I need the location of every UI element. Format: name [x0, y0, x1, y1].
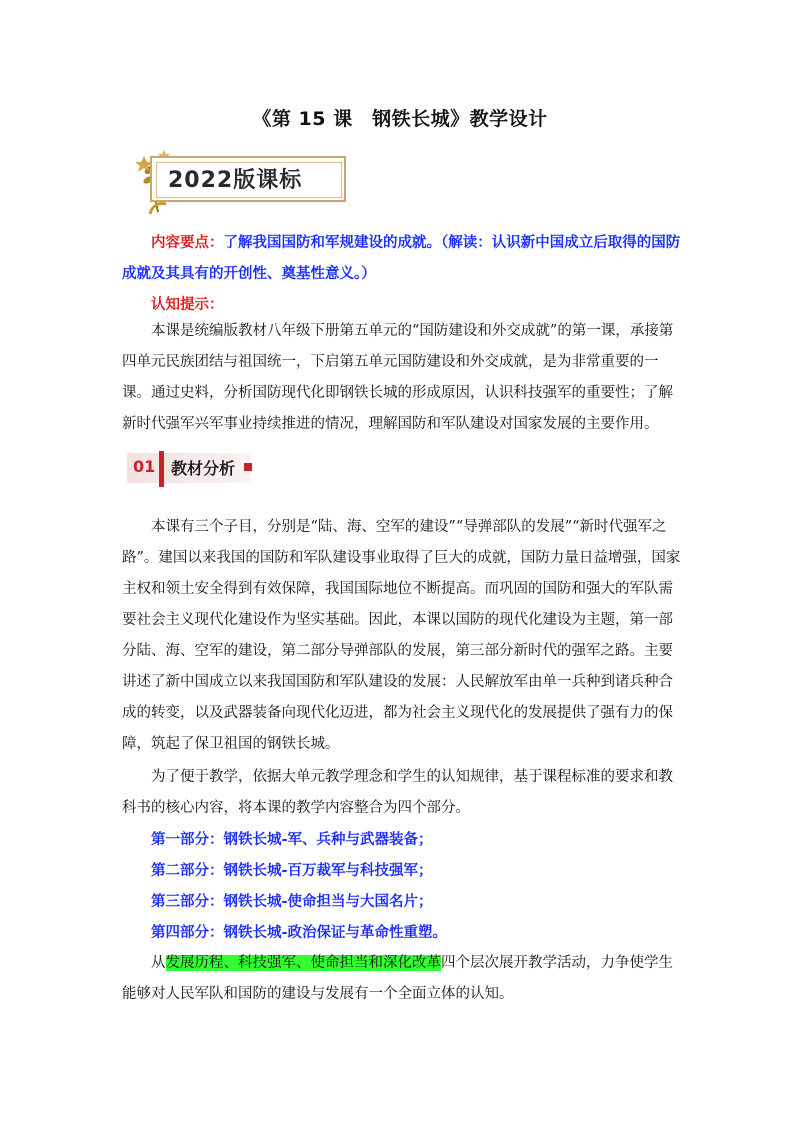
section-square-icon — [244, 463, 252, 471]
content-points — [122, 227, 682, 289]
curriculum-standard-badge — [128, 150, 358, 216]
highlighted-phrase: 发展历程、科技强军、使命担当和深化改革 — [165, 955, 441, 971]
badge-text: 2022版课标 — [168, 168, 303, 193]
section-header-textbook-analysis — [127, 451, 257, 487]
closing-prefix: 从 — [151, 955, 166, 971]
closing-paragraph — [122, 948, 682, 1010]
part-item: 第三部分：钢铁长城-使命担当与大国名片； — [151, 893, 433, 910]
closing-suffix: 四个层次展开教学活动，力争使学生能够对人民军队和国防的建设与发展有一个全面立体的认知。 — [122, 955, 673, 1002]
section-divider-bar — [159, 451, 164, 487]
analysis-paragraph: 本课有三个子目，分别是“陆、海、空军的建设”“导弹部队的发展”“新时代强军之路”。建国以来我国的国防和军队建设事业取得了巨大的成就，国防力量日益增强，国家主权和领土安全得到有效保障，我国国际地位不断提高。而巩固的国防和强大的军队需要社会主义现代化建设作为坚实基础。因此，本课以国防的现代化建设为主题，第一部分陆、海、空军的建设，第二部分导弹部队的发展，第三部分新时代的强军之路。主要讲述了新中国成立以来我国国防和军队建设的发展：人民解放军由单一兵种到诸兵种合成的转变，以及武器装备向现代化迈进，都为社会主义现代化的发展提供了强有力的保障，筑起了保卫祖国的钢铁长城。 — [122, 519, 681, 752]
part-item: 第四部分：钢铁长城-政治保证与革命性重塑。 — [151, 924, 448, 941]
cognition-paragraph: 本课是统编版教材八年级下册第五单元的“国防建设和外交成就”的第一课，承接第四单元民族团结与祖国统一，下启第五单元国防建设和外交成就，是为非常重要的一课。通过史料，分析国防现代化即钢铁长城的形成原因，认识科技强军的重要性；了解新时代强军兴军事业持续推进的情况，理解国防和军队建设对国家发展的主要作用。 — [122, 323, 674, 432]
page-title: 《第 15 课 钢铁长城》教学设计 — [252, 108, 548, 130]
section-title: 教材分析 — [171, 459, 236, 478]
part-item: 第二部分：钢铁长城-百万裁军与科技强军； — [151, 862, 433, 879]
content-points-label: 内容要点： — [151, 234, 224, 251]
cognition-label: 认知提示： — [151, 296, 224, 313]
content-points-text: 了解我国国防和军规建设的成就。（解读：认识新中国成立后取得的国防成就及其具有的开创性、奠基性意义。） — [122, 234, 681, 282]
integration-paragraph: 为了便于教学，依据大单元教学理念和学生的认知规律，基于课程标准的要求和教科书的核心内容，将本课的教学内容整合为四个部分。 — [122, 769, 673, 816]
section-number: 01 — [133, 457, 156, 476]
part-item: 第一部分：钢铁长城-军、兵种与武器装备； — [151, 831, 433, 848]
